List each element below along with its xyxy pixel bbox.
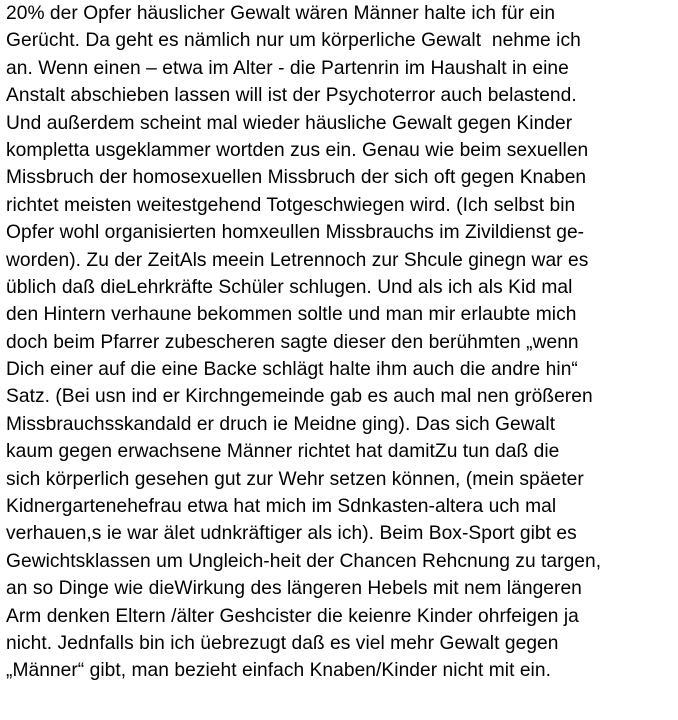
text-line-19: Kidnergartenehefrau etwa hat mich im Sdnkasten-altera uch mal <box>6 496 557 518</box>
text-line-12: den Hintern verhaune bekommen soltle und man mir erlaubte mich <box>6 304 577 326</box>
text-line-20: verhauen,s ie war älet udnkräftiger als ich). Beim Box-Sport gibt es <box>6 523 577 545</box>
text-line-9: Opfer wohl organisierten homxeullen Missbrauchs im Zivildienst ge- <box>6 222 585 244</box>
text-line-3: an. Wenn einen – etwa im Alter - die Partenrin im Haushalt in eine <box>6 57 569 79</box>
text-line-18: sich körperlich gesehen gut zur Wehr setzen können, (mein späeter <box>6 468 584 490</box>
text-line-10: worden). Zu der ZeitAls meein Letrennoch zur Shcule ginegn war es <box>6 249 589 271</box>
document-body <box>6 0 674 685</box>
text-line-11: üblich daß dieLehrkräfte Schüler schlugen. Und als ich als Kid mal <box>6 276 573 298</box>
text-line-1: 20% der Opfer häuslicher Gewalt wären Männer halte ich für ein <box>6 3 556 24</box>
text-line-14: Dich einer auf die eine Backe schlägt halte ihm auch die andre hin“ <box>6 359 578 381</box>
text-line-17: kaum gegen erwachsene Männer richtet hat damitZu tun daß die <box>6 441 560 463</box>
text-line-15: Satz. (Bei usn ind er Kirchngemeinde gab es auch mal nen größeren <box>6 386 593 408</box>
text-line-4: Anstalt abschieben lassen will ist der Psychoterror auch belastend. <box>6 85 577 107</box>
text-line-7: Missbruch der homosexuellen Missbruch der sich oft gegen Knaben <box>6 167 587 189</box>
text-line-25: „Männer“ gibt, man bezieht einfach Knaben/Kinder nicht mit ein. <box>6 660 551 682</box>
text-line-24: nicht. Jednfalls bin ich üebrezugt daß es viel mehr Gewalt gegen <box>6 632 559 654</box>
text-line-6: kompletta usgeklammer wortden zus ein. Genau wie beim sexuellen <box>6 139 589 161</box>
text-line-16: Missbrauchsskandald er druch ie Meidne ging). Das sich Gewalt <box>6 413 556 435</box>
text-line-13: doch beim Pfarrer zubescheren sagte dieser den berühmten „wenn <box>6 331 579 353</box>
text-line-21: Gewichtsklassen um Ungleich-heit der Chancen Rehcnung zu targen, <box>6 550 602 572</box>
text-line-8: richtet meisten weitestgehend Totgeschwiegen wird. (Ich selbst bin <box>6 194 576 216</box>
text-line-2: Gerücht. Da geht es nämlich nur um körperliche Gewalt nehme ich <box>6 30 581 52</box>
text-line-5: Und außerdem scheint mal wieder häusliche Gewalt gegen Kinder <box>6 112 573 134</box>
text-line-23: Arm denken Eltern /älter Geshcister die keienre Kinder ohrfeigen ja <box>6 605 579 627</box>
text-line-22: an so Dinge wie dieWirkung des längeren Hebels mit nem längeren <box>6 578 582 600</box>
